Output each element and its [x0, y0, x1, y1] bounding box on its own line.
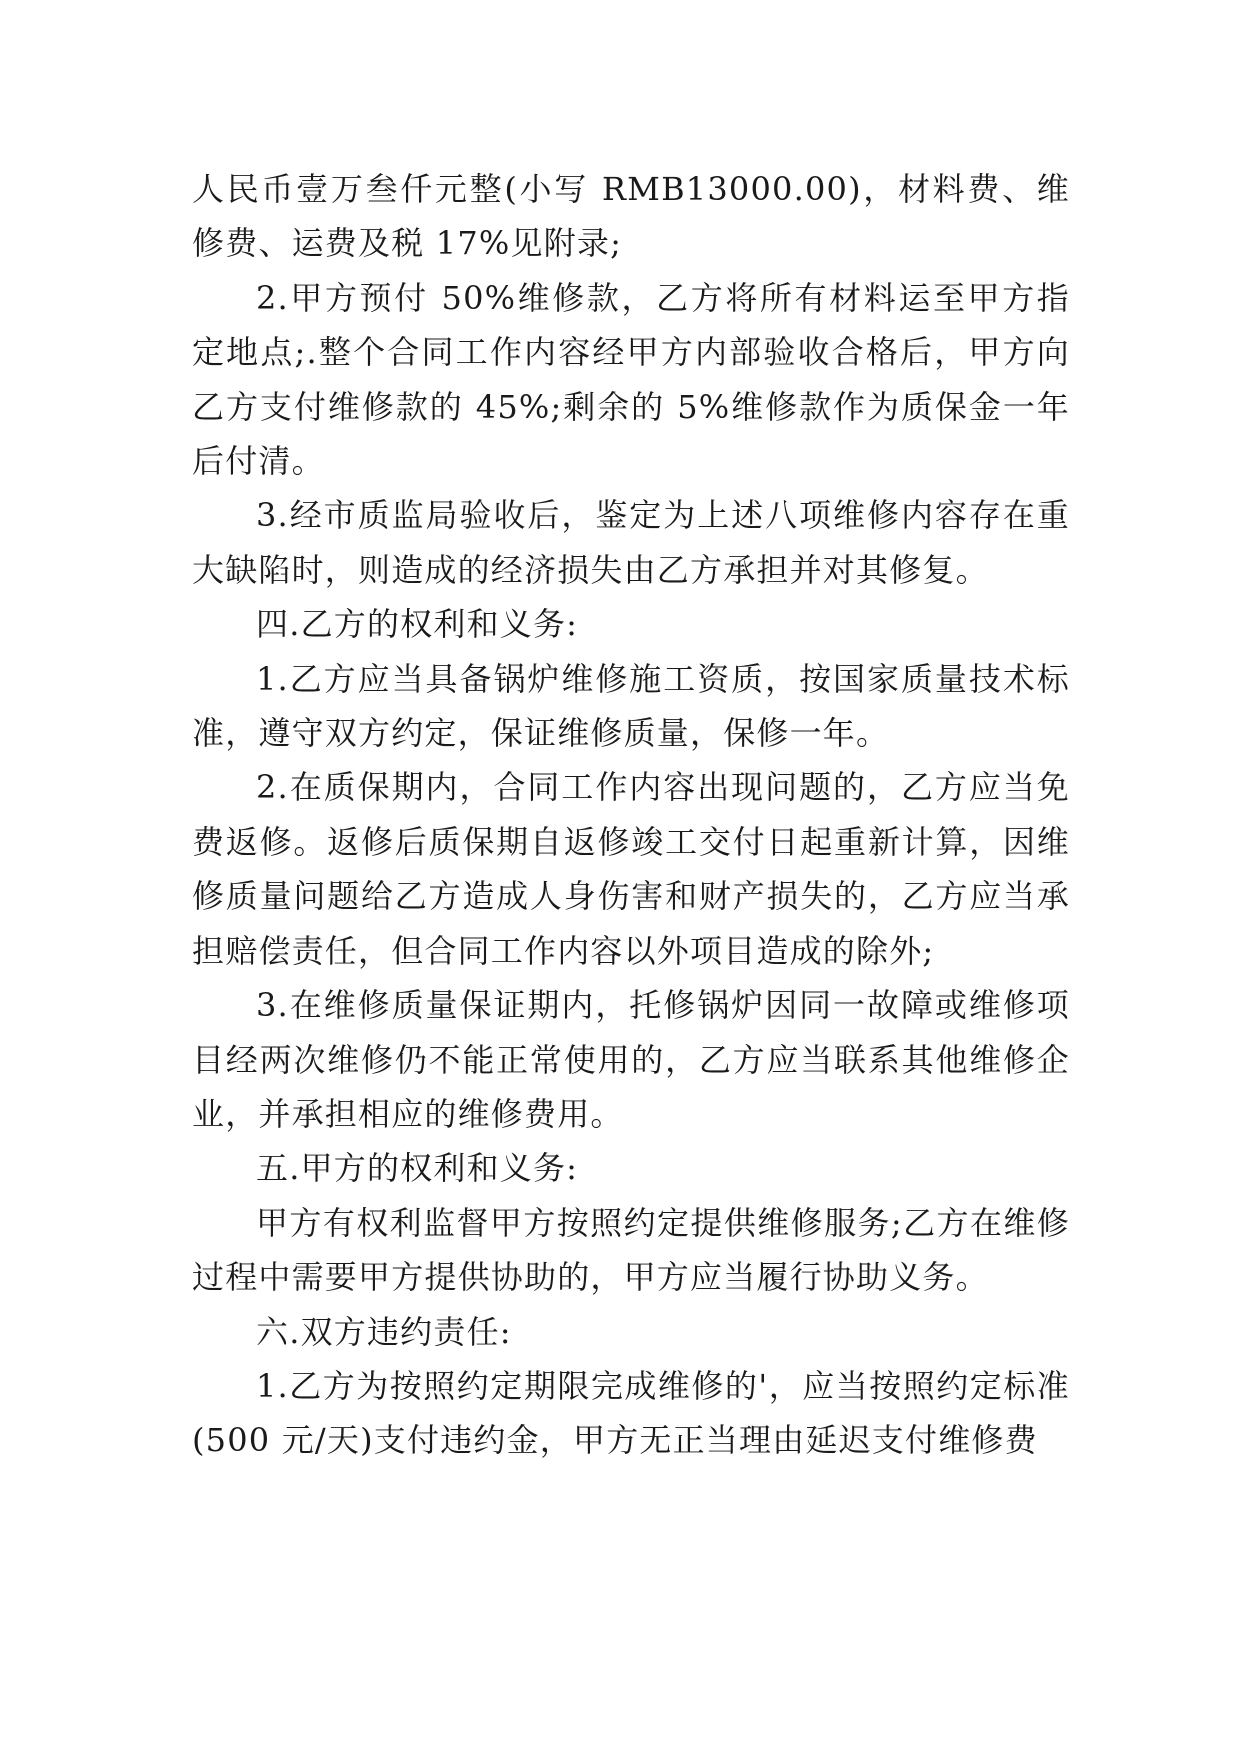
paragraph-party-b-qualification: 1.乙方应当具备锅炉维修施工资质，按国家质量技术标准，遵守双方约定，保证维修质量，保修一年。 — [192, 659, 1070, 753]
paragraph-penalty: 1.乙方为按照约定期限完成维修的'，应当按照约定标准(500 元/天)支付违约金，甲方无正当理由延迟支付维修费 — [192, 1366, 1070, 1460]
section-heading-party-b-rights: 四.乙方的权利和义务: — [256, 605, 579, 644]
document-body — [192, 162, 1070, 1468]
paragraph-warranty-repair: 2.在质保期内，合同工作内容出现问题的，乙方应当免费返修。返修后质保期自返修竣工交付日起重新计算，因维修质量问题给乙方造成人身伤害和财产损失的，乙方应当承担赔偿责任，但合同工作内容以外项目造成的除外; — [192, 768, 1070, 970]
section-heading-breach-liability: 六.双方违约责任: — [256, 1312, 512, 1351]
section-heading-party-a-rights: 五.甲方的权利和义务: — [256, 1149, 579, 1188]
paragraph-repeat-failure: 3.在维修质量保证期内，托修锅炉因同一故障或维修项目经两次维修仍不能正常使用的，乙方应当联系其他维修企业，并承担相应的维修费用。 — [192, 986, 1070, 1133]
paragraph-party-a-supervision: 甲方有权利监督甲方按照约定提供维修服务;乙方在维修过程中需要甲方提供协助的，甲方应当履行协助义务。 — [192, 1203, 1070, 1297]
paragraph-prepayment: 2.甲方预付 50%维修款，乙方将所有材料运至甲方指定地点;.整个合同工作内容经甲方内部验收合格后，甲方向乙方支付维修款的 45%;剩余的 5%维修款作为质保金一年后付清。 — [192, 278, 1070, 481]
paragraph-fee-amount: 人民币壹万叁仟元整(小写 RMB13000.00)，材料费、维修费、运费及税 17%见附录; — [192, 170, 1070, 263]
paragraph-inspection: 3.经市质监局验收后，鉴定为上述八项维修内容存在重大缺陷时，则造成的经济损失由乙方承担并对其修复。 — [192, 496, 1070, 589]
